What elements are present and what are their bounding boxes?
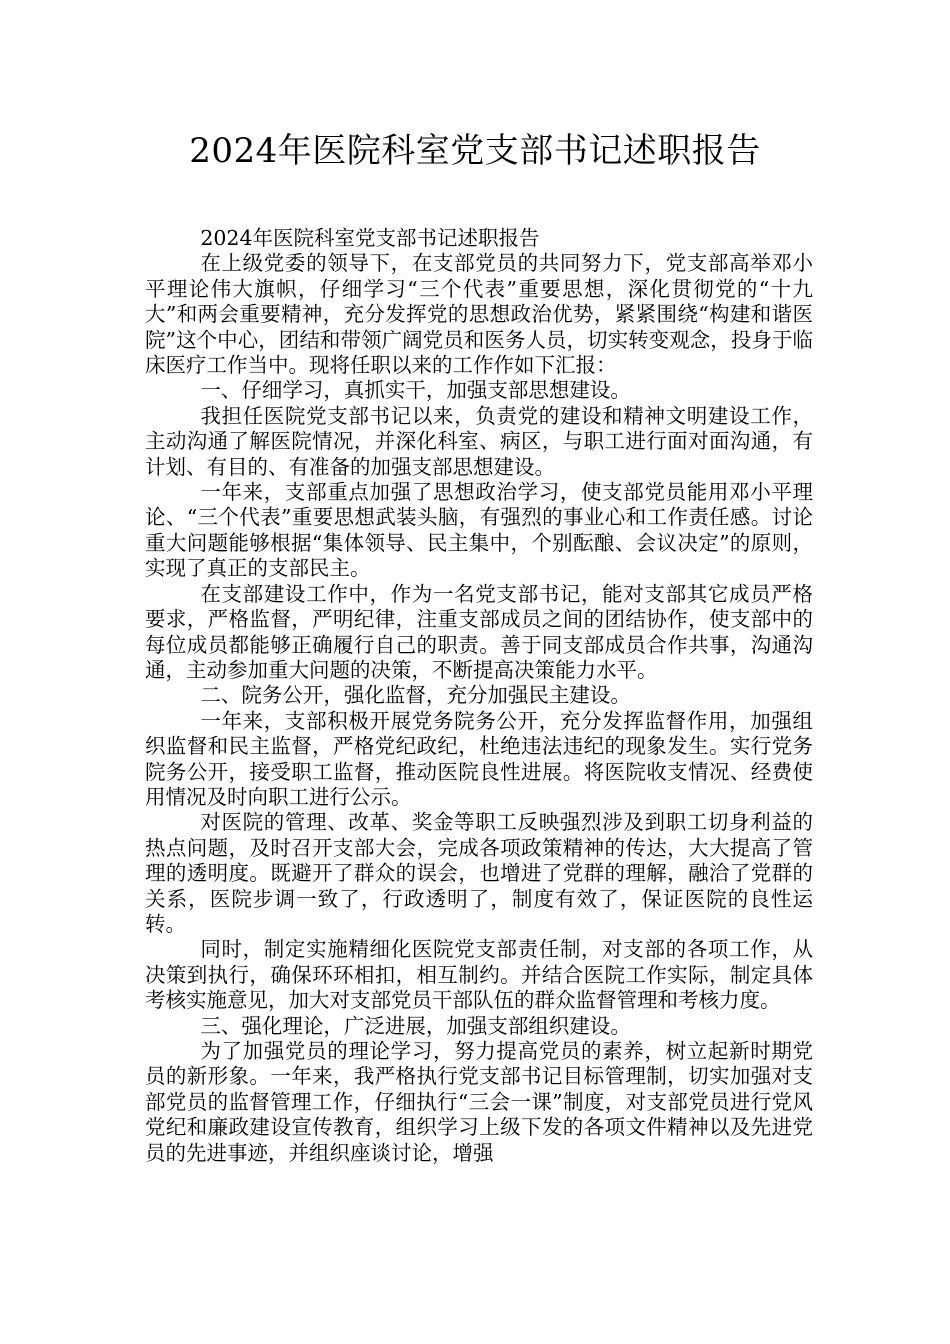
section-heading: 一、仔细学习，真抓实干，加强支部思想建设。 bbox=[200, 378, 631, 403]
section-heading: 二、院务公开，强化监督，充分加强民主建设。 bbox=[200, 683, 631, 708]
body-paragraph: 一年来，支部重点加强了思想政治学习，使支部党员能用邓小平理论、“三个代表”重要思想武装头脑，有强烈的事业心和工作责任感。讨论重大问题能够根据“集体领导、民主集中，个别酝酿、会议决定”的原则，实现了真正的支部民主。 bbox=[145, 480, 813, 581]
body-paragraph: 一年来，支部积极开展党务院务公开，充分发挥监督作用，加强组织监督和民主监督，严格党纪政纪，杜绝违法违纪的现象发生。实行党务院务公开，接受职工监督，推动医院良性进展。将医院收支情况、经费使用情况及时向职工进行公示。 bbox=[145, 708, 813, 809]
body-paragraph: 为了加强党员的理论学习，努力提高党员的素养，树立起新时期党员的新形象。一年来，我严格执行党支部书记目标管理制，切实加强对支部党员的监督管理工作，仔细执行“三会一课”制度，对支部党员进行党风党纪和廉政建设宣传教育，组织学习上级下发的各项文件精神以及先进党员的先进事迹，并组织座谈讨论，增强 bbox=[145, 1039, 813, 1165]
body-paragraph: 2024年医院科室党支部书记述职报告 bbox=[200, 226, 540, 250]
body-paragraph: 对医院的管理、改革、奖金等职工反映强烈涉及到职工切身利益的热点问题，及时召开支部大会，完成各项政策精神的传达，大大提高了管理的透明度。既避开了群众的误会，也增进了党群的理解，融洽了党群的关系，医院步调一致了，行政透明了，制度有效了，保证医院的良性运转。 bbox=[145, 810, 813, 936]
document-body bbox=[145, 226, 813, 1166]
section-heading: 三、强化理论，广泛进展，加强支部组织建设。 bbox=[200, 1013, 631, 1038]
document-title: 2024年医院科室党支部书记述职报告 bbox=[189, 131, 761, 171]
body-paragraph: 在上级党委的领导下，在支部党员的共同努力下，党支部高举邓小平理论伟大旗帜，仔细学习“三个代表”重要思想，深化贯彻党的“十九大”和两会重要精神，充分发挥党的思想政治优势，紧紧围绕“构建和谐医院”这个中心，团结和带领广阔党员和医务人员，切实转变观念，投身于临床医疗工作当中。现将任职以来的工作作如下汇报： bbox=[145, 251, 813, 378]
body-paragraph: 在支部建设工作中，作为一名党支部书记，能对支部其它成员严格要求，严格监督，严明纪律，注重支部成员之间的团结协作，使支部中的每位成员都能够正确履行自己的职责。善于同支部成员合作共事，沟通沟通，主动参加重大问题的决策，不断提高决策能力水平。 bbox=[145, 581, 813, 682]
body-paragraph: 同时，制定实施精细化医院党支部责任制，对支部的各项工作，从决策到执行，确保环环相扣，相互制约。并结合医院工作实际，制定具体考核实施意见，加大对支部党员干部队伍的群众监督管理和考核力度。 bbox=[145, 937, 813, 1013]
body-paragraph: 我担任医院党支部书记以来，负责党的建设和精神文明建设工作，主动沟通了解医院情况，并深化科室、病区，与职工进行面对面沟通，有计划、有目的、有准备的加强支部思想建设。 bbox=[145, 403, 813, 479]
